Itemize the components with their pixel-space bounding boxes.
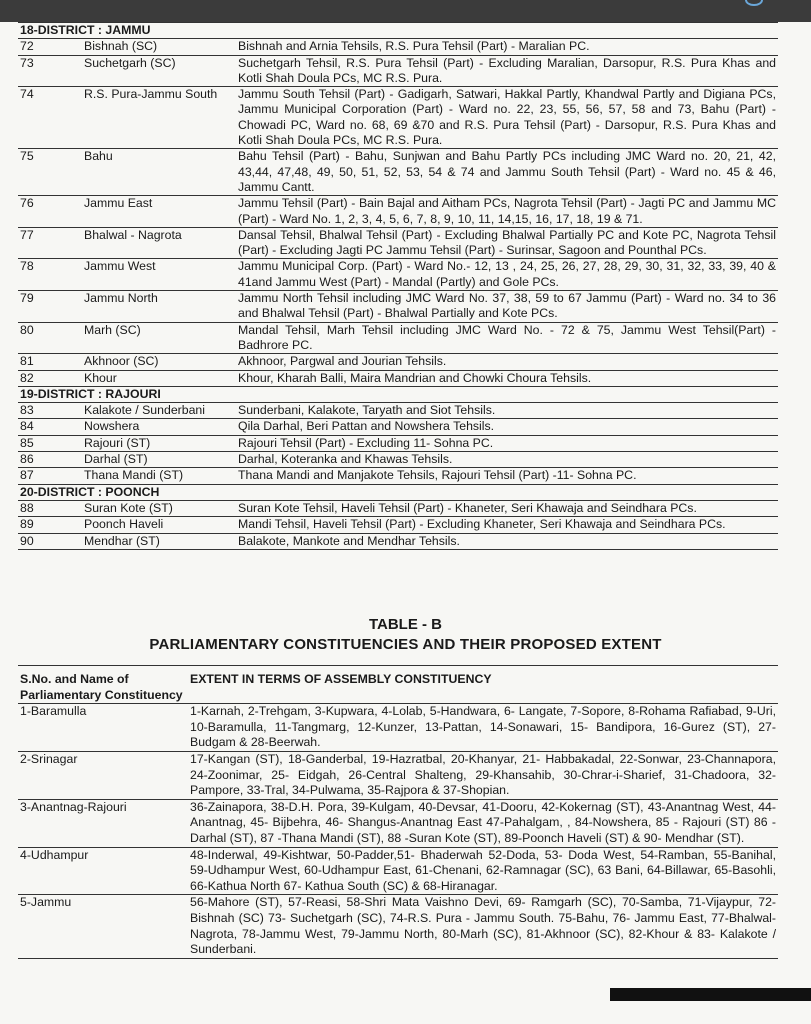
constituency-name: Akhnoor (SC) [82,354,236,370]
constituency-number: 82 [18,370,82,386]
constituency-number: 83 [18,403,82,419]
district-header [18,23,778,39]
constituency-number: 74 [18,87,82,149]
constituency-name: Kalakote / Sunderbani [82,403,236,419]
constituency-number: 81 [18,354,82,370]
constituency-name: Nowshera [82,419,236,435]
table-row [18,704,778,752]
table-row [18,291,778,323]
table-row [18,370,778,386]
table-b [18,665,778,959]
constituency-number: 80 [18,322,82,354]
constituency-number: 90 [18,533,82,549]
constituency-name: Darhal (ST) [82,452,236,468]
constituency-number: 84 [18,419,82,435]
constituency-name: Bishnah (SC) [82,39,236,55]
constituency-extent: Rajouri Tehsil (Part) - Excluding 11- Sohna PC. [236,435,778,451]
constituency-number: 75 [18,149,82,196]
parliamentary-constituency-extent: 17-Kangan (ST), 18-Ganderbal, 19-Hazratbal, 20-Khanyar, 21- Habbakadal, 22-Sonwar, 23-Channapora, 24-Zoonimar, 25- Eidgah, 26-Central Shalteng, 29-Khansahib, 30-Chrar-i-Sharief, 31-Chadoora, 32-Pampore, 33-Tral, 34-Pulwama, 35-Rajpora & 37-Shopian. [188,751,778,799]
table-row [18,517,778,533]
table-row [18,39,778,55]
constituency-number: 89 [18,517,82,533]
table-row [18,259,778,291]
table-row [18,468,778,484]
constituency-extent: Bahu Tehsil (Part) - Bahu, Sunjwan and Bahu Partly PCs including JMC Ward no. 20, 21, 42, 43,44, 47,48, 49, 50, 51, 52, 53, 54 & 74 and Jammu South Tehsil (Part) - Ward no. 45 & 46, Jammu Cantt. [238,149,776,194]
constituency-name: R.S. Pura-Jammu South [82,87,236,149]
district-name: 19-DISTRICT : RAJOURI [18,386,778,402]
table-row [18,533,778,549]
constituency-number: 88 [18,500,82,516]
district-name: 20-DISTRICT : POONCH [18,484,778,500]
district-header [18,484,778,500]
constituency-extent: Mandi Tehsil, Haveli Tehsil (Part) - Excluding Khaneter, Seri Khawaja and Seindhara PCs. [236,517,778,533]
parliamentary-constituency-name: 3-Anantnag-Rajouri [18,799,188,847]
constituency-extent: Dansal Tehsil, Bhalwal Tehsil (Part) - Excluding Bhalwal Partially PC and Kote PC, Nagrota Tehsil (Part) - Excluding Jagti PC Jammu Tehsil (Part) - Surinsar, Sagoon and Pounthal PCs. [238,227,776,258]
table-row [18,87,778,149]
constituency-name: Bahu [82,149,236,196]
constituency-number: 76 [18,196,82,228]
constituency-extent: Qila Darhal, Beri Pattan and Nowshera Tehsils. [236,419,778,435]
table-row [18,452,778,468]
constituency-extent: Suran Kote Tehsil, Haveli Tehsil (Part) - Khaneter, Seri Khawaja and Seindhara PCs. [236,500,778,516]
constituency-number: 77 [18,227,82,259]
constituency-number: 86 [18,452,82,468]
status-icon [745,0,763,6]
constituency-extent: Jammu Municipal Corp. (Part) - Ward No.- 12, 13 , 24, 25, 26, 27, 28, 29, 30, 31, 32, 33, 39, 40 & 41and Jammu West (Part) - Mandal (Partly) and Gole PCs. [238,259,776,289]
table-row [18,847,778,895]
table-row [18,354,778,370]
constituency-name: Marh (SC) [82,322,236,354]
top-bar [0,0,811,22]
table-row [18,196,778,228]
constituency-extent: Jammu South Tehsil (Part) - Gadigarh, Satwari, Hakkal Partly, Khandwal Partly and Digiana PCs, Jammu Municipal Corporation (Part) - Ward no. 22, 23, 55, 56, 57, 58 and 73, Bahu (Part) - Chowadi PC, Ward no. 68, 69 &70 and R.S. Pura Tehsil (Part) - Darsopur, R.S. Pura Khas and Kotli Shah Doula PCs, MC R.S. Pura. [238,87,776,148]
table-b-header [18,666,778,704]
constituency-name: Mendhar (ST) [82,533,236,549]
table-row [18,435,778,451]
constituency-number: 72 [18,39,82,55]
constituency-name: Rajouri (ST) [82,435,236,451]
document-page [0,22,811,1024]
constituency-name: Jammu East [82,196,236,228]
table-row [18,403,778,419]
district-header [18,386,778,402]
constituency-number: 78 [18,259,82,291]
constituency-name: Suchetgarh (SC) [82,55,236,87]
constituency-name: Poonch Haveli [82,517,236,533]
constituency-extent: Mandal Tehsil, Marh Tehsil including JMC Ward No. - 72 & 75, Jammu West Tehsil(Part) - Badhrore PC. [238,322,776,352]
constituency-name: Jammu West [82,259,236,291]
page-edge-bar [610,988,811,1001]
table-row [18,500,778,516]
district-name: 18-DISTRICT : JAMMU [18,23,778,39]
constituency-extent: Suchetgarh Tehsil, R.S. Pura Tehsil (Part) - Excluding Maralian, Darsopur, R.S. Pura Khas and Kotli Shah Doula PCs, MC R.S. Pura. [238,55,776,85]
table-row [18,799,778,847]
table-a [18,22,778,550]
constituency-number: 79 [18,291,82,323]
parliamentary-constituency-name: 5-Jammu [18,895,188,958]
parliamentary-constituency-name: 1-Baramulla [18,704,188,752]
parliamentary-constituency-table [18,666,778,959]
table-row [18,419,778,435]
parliamentary-constituency-extent: 1-Karnah, 2-Trehgam, 3-Kupwara, 4-Lolab, 5-Handwara, 6- Langate, 7-Sopore, 8-Rohama Rafiabad, 9-Uri, 10-Baramulla, 11-Tangmarg, 12-Kunzer, 13-Pattan, 14-Sonawari, 15- Bandipora, 16-Gurez (ST), 27-Budgam & 28-Beerwah. [188,704,778,752]
constituency-extent: Khour, Kharah Balli, Maira Mandrian and Chowki Choura Tehsils. [236,370,778,386]
assembly-constituency-table [18,22,778,550]
constituency-extent: Akhnoor, Pargwal and Jourian Tehsils. [236,354,778,370]
col-header-extent: EXTENT IN TERMS OF ASSEMBLY CONSTITUENCY [188,666,778,704]
table-row [18,322,778,354]
constituency-extent: Jammu North Tehsil including JMC Ward No. 37, 38, 59 to 67 Jammu (Part) - Ward no. 34 to 36 and Bhalwal Tehsil (Part) - Bhalwal Partially and Kote PCs. [238,291,776,321]
constituency-extent: Sunderbani, Kalakote, Taryath and Siot Tehsils. [236,403,778,419]
constituency-extent: Jammu Tehsil (Part) - Bain Bajal and Aitham PCs, Nagrota Tehsil (Part) - Jagti PC and Jammu MC (Part) - Ward No. 1, 2, 3, 4, 5, 6, 7, 8, 9, 10, 11, 14,15, 16, 17, 18, 19 & 71. [238,196,776,226]
constituency-extent: Darhal, Koteranka and Khawas Tehsils. [236,452,778,468]
constituency-extent: Bishnah and Arnia Tehsils, R.S. Pura Tehsil (Part) - Maralian PC. [236,39,778,55]
table-row [18,149,778,196]
parliamentary-constituency-name: 4-Udhampur [18,847,188,895]
constituency-name: Khour [82,370,236,386]
parliamentary-constituency-extent: 56-Mahore (ST), 57-Reasi, 58-Shri Mata Vaishno Devi, 69- Ramgarh (SC), 70-Samba, 71-Vijaypur, 72-Bishnah (SC) 73- Suchetgarh (SC), 74-R.S. Pura - Jammu South. 75-Bahu, 76- Jammu East, 77-Bhalwal-Nagrota, 78-Jammu West, 79-Jammu North, 80-Marh (SC), 81-Akhnoor (SC), 82-Khour & 83- Kalakote / Sunderbani. [188,895,778,958]
table-row [18,227,778,259]
table-b-title: TABLE - B [368,616,443,633]
table-row [18,895,778,958]
constituency-number: 87 [18,468,82,484]
constituency-extent: Thana Mandi and Manjakote Tehsils, Rajouri Tehsil (Part) -11- Sohna PC. [236,468,778,484]
constituency-name: Bhalwal - Nagrota [82,227,236,259]
table-b-subtitle: PARLIAMENTARY CONSTITUENCIES AND THEIR PROPOSED EXTENT [149,636,662,653]
constituency-name: Suran Kote (ST) [82,500,236,516]
constituency-number: 85 [18,435,82,451]
parliamentary-constituency-extent: 36-Zainapora, 38-D.H. Pora, 39-Kulgam, 40-Devsar, 41-Dooru, 42-Kokernag (ST), 43-Anantnag West, 44- Anantnag, 45- Bijbehra, 46- Shangus-Anantnag East 47-Pahalgam, , 84-Nowshera, 85 - Rajouri (ST) 86 -Darhal (ST), 87 -Thana Mandi (ST), 88 -Suran Kote (ST), 89-Poonch Haveli (ST) & 90- Mendhar (ST). [188,799,778,847]
constituency-name: Jammu North [82,291,236,323]
table-row [18,751,778,799]
parliamentary-constituency-extent: 48-Inderwal, 49-Kishtwar, 50-Padder,51- Bhaderwah 52-Doda, 53- Doda West, 54-Ramban, 55-Banihal, 59-Udhampur West, 60-Udhampur East, 61-Chenani, 62-Ramnagar (SC), 63 Bani, 64-Billawar, 65-Basohli, 66-Kathua North 67- Kathua South (SC) & 68-Hiranagar. [188,847,778,895]
table-row [18,55,778,87]
constituency-name: Thana Mandi (ST) [82,468,236,484]
constituency-number: 73 [18,55,82,87]
constituency-extent: Balakote, Mankote and Mendhar Tehsils. [236,533,778,549]
col-header-constituency: S.No. and Name of Parliamentary Constituency [18,666,188,704]
parliamentary-constituency-name: 2-Srinagar [18,751,188,799]
